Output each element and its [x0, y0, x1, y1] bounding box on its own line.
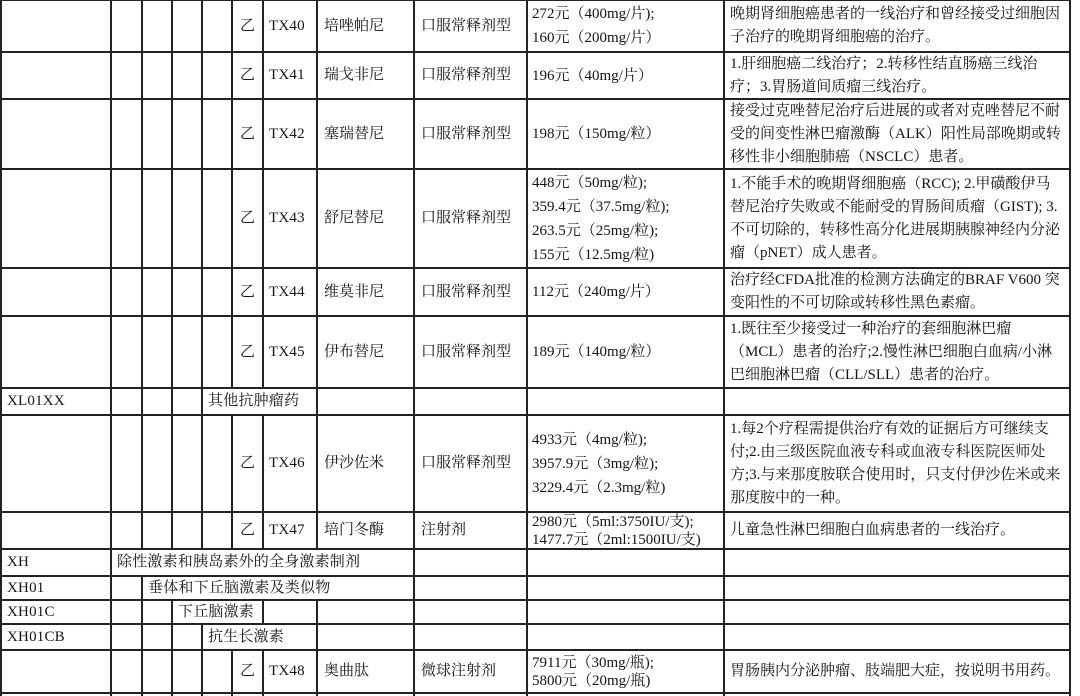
price-cell: [528, 317, 725, 389]
category-cell: 乙: [233, 317, 264, 389]
empty-cell: [725, 625, 1071, 651]
empty-cell: [415, 389, 528, 416]
price-cell: [528, 1, 725, 53]
price-line: 112元（240mg/片）: [532, 284, 660, 300]
empty-cell: [2, 317, 112, 389]
empty-cell: [112, 170, 143, 269]
empty-cell: [725, 577, 1071, 601]
category-cell: 乙: [233, 100, 264, 170]
code-cell: TX42: [264, 100, 318, 170]
price-line: 2980元（5ml:3750IU/支);: [532, 513, 694, 530]
price-line: 3957.9元（3mg/粒);: [532, 455, 659, 472]
table-row: [2, 317, 1071, 389]
price-line: 160元（200mg/片）: [532, 30, 661, 46]
empty-cell: [203, 170, 233, 269]
empty-cell: [173, 317, 203, 389]
empty-cell: [173, 170, 203, 269]
group-label-cell: 垂体和下丘脑激素及类似物: [143, 577, 415, 601]
category-cell: 乙: [233, 416, 264, 513]
empty-cell: [143, 53, 173, 100]
category-cell: 乙: [233, 53, 264, 100]
dosage-form-cell: 口服常释剂型: [415, 416, 528, 513]
dosage-form-cell: 口服常释剂型: [415, 100, 528, 170]
indication-text: 治疗经CFDA批准的检测方法确定的BRAF V600 突变阳性的不可切除或转移性黑色素瘤。: [730, 272, 1060, 311]
drug-name-cell: 培门冬酶: [318, 513, 415, 550]
empty-cell: [173, 416, 203, 513]
empty-cell: [318, 601, 415, 625]
empty-cell: [173, 651, 203, 694]
indication-cell: [725, 651, 1071, 694]
category-cell: 乙: [233, 651, 264, 694]
empty-cell: [112, 269, 143, 317]
dosage-form-cell: 微球注射剂: [415, 651, 528, 694]
table-row: [2, 100, 1071, 170]
empty-cell: [173, 625, 203, 651]
group-code-cell: XH: [2, 550, 112, 577]
empty-cell: [173, 389, 203, 416]
empty-cell: [318, 625, 415, 651]
empty-cell: [415, 625, 528, 651]
empty-cell: [2, 269, 112, 317]
table-row: [2, 651, 1071, 694]
drug-name-cell: 奥曲肽: [318, 651, 415, 694]
empty-cell: [2, 651, 112, 694]
indication-text: 晚期肾细胞癌患者的一线治疗和曾经接受过细胞因子治疗的晚期肾细胞癌的治疗。: [730, 6, 1061, 45]
indication-cell: [725, 513, 1071, 550]
empty-cell: [2, 53, 112, 100]
price-line: 4933元（4mg/粒);: [532, 431, 647, 448]
empty-cell: [143, 317, 173, 389]
empty-cell: [203, 53, 233, 100]
code-cell: TX48: [264, 651, 318, 694]
category-cell: 乙: [233, 269, 264, 317]
category-cell: 乙: [233, 170, 264, 269]
indication-text: 胃肠胰内分泌肿瘤、肢端肥大症，按说明书用药。: [730, 663, 1061, 679]
table-row: [2, 513, 1071, 550]
group-code-cell: XH01CB: [2, 625, 112, 651]
group-code-cell: XH01C: [2, 601, 112, 625]
group-row: [2, 601, 1071, 625]
drug-name-cell: 伊沙佐米: [318, 416, 415, 513]
empty-cell: [143, 601, 173, 625]
empty-cell: [112, 416, 143, 513]
price-cell: [528, 269, 725, 317]
category-cell: 乙: [233, 513, 264, 550]
empty-cell: [112, 625, 143, 651]
dosage-form-cell: 口服常释剂型: [415, 53, 528, 100]
price-line: 359.4元（37.5mg/粒);: [532, 198, 670, 215]
group-code-cell: XL01XX: [2, 389, 112, 416]
empty-cell: [203, 513, 233, 550]
drug-name-cell: 瑞戈非尼: [318, 53, 415, 100]
empty-cell: [143, 416, 173, 513]
empty-cell: [143, 269, 173, 317]
table-row: [2, 53, 1071, 100]
group-label-cell: 抗生长激素: [203, 625, 318, 651]
group-row: [2, 577, 1071, 601]
empty-cell: [2, 416, 112, 513]
empty-cell: [143, 651, 173, 694]
empty-cell: [528, 577, 725, 601]
code-cell: TX41: [264, 53, 318, 100]
price-line: 3229.4元（2.3mg/粒): [532, 479, 666, 496]
empty-cell: [203, 651, 233, 694]
indication-cell: [725, 317, 1071, 389]
drug-name-cell: 培唑帕尼: [318, 1, 415, 53]
dosage-form-cell: 口服常释剂型: [415, 170, 528, 269]
group-label-cell: 其他抗肿瘤药: [203, 389, 318, 416]
code-cell: TX44: [264, 269, 318, 317]
price-cell: [528, 53, 725, 100]
empty-cell: [173, 53, 203, 100]
price-cell: [528, 513, 725, 550]
price-line: 1477.7元（2ml:1500IU/支): [532, 531, 701, 548]
empty-cell: [173, 100, 203, 170]
price-cell: [528, 651, 725, 694]
code-cell: TX45: [264, 317, 318, 389]
indication-cell: [725, 1, 1071, 53]
dosage-form-cell: 口服常释剂型: [415, 1, 528, 53]
indication-cell: [725, 269, 1071, 317]
empty-cell: [203, 1, 233, 53]
price-line: 5800元（20mg/瓶): [532, 672, 651, 689]
empty-cell: [112, 601, 143, 625]
price-line: 7911元（30mg/瓶);: [532, 654, 654, 671]
empty-cell: [203, 269, 233, 317]
empty-cell: [143, 389, 173, 416]
empty-cell: [203, 416, 233, 513]
empty-cell: [112, 577, 143, 601]
empty-cell: [173, 269, 203, 317]
empty-cell: [725, 601, 1071, 625]
price-line: 263.5元（25mg/粒);: [532, 222, 659, 239]
drug-name-cell: 伊布替尼: [318, 317, 415, 389]
empty-cell: [203, 317, 233, 389]
empty-cell: [264, 601, 318, 625]
group-label-cell: 下丘脑激素: [173, 601, 264, 625]
empty-cell: [2, 170, 112, 269]
empty-cell: [528, 550, 725, 577]
indication-cell: [725, 170, 1071, 269]
code-cell: TX46: [264, 416, 318, 513]
drug-name-cell: 舒尼替尼: [318, 170, 415, 269]
price-cell: [528, 100, 725, 170]
indication-text: 接受过克唑替尼治疗后进展的或者对克唑替尼不耐受的间变性淋巴瘤激酶（ALK）阳性局部晚期或转移性非小细胞肺癌（NSCLC）患者。: [730, 102, 1061, 165]
indication-text: 1.肝细胞癌二线治疗；2.转移性结直肠癌三线治疗；3.胃肠道间质瘤三线治疗。: [730, 55, 1038, 95]
empty-cell: [725, 550, 1071, 577]
empty-cell: [112, 1, 143, 53]
empty-cell: [112, 100, 143, 170]
empty-cell: [173, 1, 203, 53]
empty-cell: [143, 1, 173, 53]
indication-cell: [725, 100, 1071, 170]
indication-text: 1.既往至少接受过一种治疗的套细胞淋巴瘤（MCL）患者的治疗;2.慢性淋巴细胞白血病/小淋巴细胞淋巴瘤（CLL/SLL）患者的治疗。: [730, 320, 1053, 383]
empty-cell: [203, 100, 233, 170]
price-line: 155元（12.5mg/粒): [532, 246, 655, 263]
empty-cell: [528, 601, 725, 625]
code-cell: TX43: [264, 170, 318, 269]
group-row: [2, 389, 1071, 416]
table-row: [2, 170, 1071, 269]
empty-cell: [112, 389, 143, 416]
indication-cell: [725, 53, 1071, 100]
price-cell: [528, 170, 725, 269]
drug-name-cell: 维莫非尼: [318, 269, 415, 317]
table-row: [2, 1, 1071, 53]
empty-cell: [318, 389, 415, 416]
price-cell: [528, 416, 725, 513]
empty-cell: [143, 170, 173, 269]
empty-cell: [112, 513, 143, 550]
price-line: 448元（50mg/粒);: [532, 174, 647, 191]
indication-text: 儿童急性淋巴细胞白血病患者的一线治疗。: [730, 522, 1016, 538]
price-line: 272元（400mg/片);: [532, 6, 655, 22]
dosage-form-cell: 口服常释剂型: [415, 269, 528, 317]
table-row: [2, 416, 1071, 513]
empty-cell: [112, 651, 143, 694]
price-line: 189元（140mg/粒）: [532, 344, 661, 360]
empty-cell: [112, 317, 143, 389]
empty-cell: [143, 625, 173, 651]
indication-text: 1.每2个疗程需提供治疗有效的证据后方可继续支付;2.由三级医院血液专科或血液专科医院医师处方;3.与来那度胺联合使用时，只支付伊沙佐米或来那度胺中的一种。: [730, 420, 1061, 506]
empty-cell: [2, 513, 112, 550]
dosage-form-cell: 注射剂: [415, 513, 528, 550]
empty-cell: [415, 550, 528, 577]
price-line: 198元（150mg/粒）: [532, 126, 661, 142]
dosage-form-cell: 口服常释剂型: [415, 317, 528, 389]
empty-cell: [173, 513, 203, 550]
empty-cell: [143, 100, 173, 170]
group-row: [2, 550, 1071, 577]
empty-cell: [528, 625, 725, 651]
empty-cell: [415, 601, 528, 625]
table-row: [2, 269, 1071, 317]
empty-cell: [143, 513, 173, 550]
indication-text: 1.不能手术的晚期肾细胞癌（RCC); 2.甲磺酸伊马替尼治疗失败或不能耐受的胃肠间质瘤（GIST); 3.不可切除的，转移性高分化进展期胰腺神经内分泌瘤（pNET）成人患者。: [730, 175, 1061, 261]
category-cell: 乙: [233, 1, 264, 53]
empty-cell: [2, 1, 112, 53]
code-cell: TX47: [264, 513, 318, 550]
drug-name-cell: 塞瑞替尼: [318, 100, 415, 170]
empty-cell: [2, 100, 112, 170]
empty-cell: [528, 389, 725, 416]
empty-cell: [112, 53, 143, 100]
empty-cell: [725, 389, 1071, 416]
empty-cell: [415, 577, 528, 601]
code-cell: TX40: [264, 1, 318, 53]
price-line: 196元（40mg/片）: [532, 67, 653, 84]
group-row: [2, 625, 1071, 651]
group-code-cell: XH01: [2, 577, 112, 601]
indication-cell: [725, 416, 1071, 513]
group-label-cell: 除性激素和胰岛素外的全身激素制剂: [112, 550, 415, 577]
